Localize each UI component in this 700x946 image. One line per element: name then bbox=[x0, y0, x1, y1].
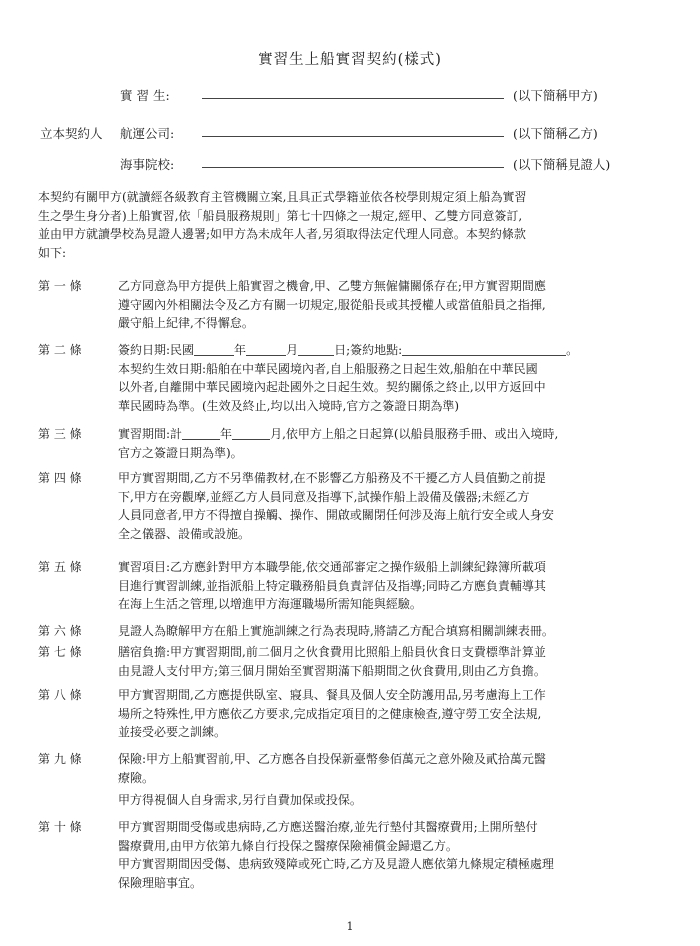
article-line: 人員同意者,甲方不得擅自操觸、操作、開啟或關閉任何涉及海上航行安全或人身安 bbox=[118, 508, 554, 522]
article-heading: 第 五 條 bbox=[38, 560, 82, 574]
article-line: 以外者,自離開中華民國境內起赴國外之日起生效。契約關係之終止,以甲方返回中 bbox=[118, 380, 546, 394]
article-heading: 第 十 條 bbox=[38, 820, 82, 834]
article-heading: 第 一 條 bbox=[38, 279, 82, 293]
party-blank-shipping-company bbox=[202, 136, 504, 137]
article-line: 由見證人支付甲方;第三個月開始至實習期滿下船期間之伙食費用,則由乙方負擔。 bbox=[118, 663, 546, 678]
article-line: 甲方實習期間受傷或患病時,乙方應送醫治療,並先行墊付其醫療費用;上開所墊付 bbox=[118, 820, 538, 834]
article-heading: 第 四 條 bbox=[38, 471, 82, 485]
party-note-intern: (以下簡稱甲方) bbox=[513, 88, 598, 103]
party-label-intern: 實 習 生: bbox=[120, 88, 170, 103]
article-line: 甲方實習期間,乙方不另準備教材,在不影響乙方船務及不干擾乙方人員值勤之前提 bbox=[118, 471, 546, 485]
blank-place bbox=[402, 343, 566, 356]
article-line: 在海上生活之管理,以增進甲方海運職場所需知能與經驗。 bbox=[118, 597, 422, 611]
preamble-line: 並由甲方就讀學校為見證人邊署;如甲方為未成年人者,另須取得法定代理人同意。本契約條款 bbox=[38, 227, 526, 241]
article-line: 官方之簽證日期為準)。 bbox=[118, 445, 243, 460]
preamble-line: 如下: bbox=[38, 245, 67, 260]
article-line: 膳宿負擔:甲方實習期間,前二個月之伙食費用比照船上船員伙食日支費標準計算並 bbox=[118, 645, 546, 659]
article-line: 保險:甲方上船實習前,甲、乙方應各自投保新臺幣參佰萬元之意外險及貳拾萬元醫 bbox=[118, 752, 546, 766]
article-heading: 第 八 條 bbox=[38, 688, 82, 702]
blank-month bbox=[246, 343, 286, 356]
preamble-line: 生之學生身分者)上船實習,依「船員服務規則」第七十四條之一規定,經甲、乙雙方同意簽訂, bbox=[38, 208, 523, 223]
party-label-shipping-company: 航運公司: bbox=[120, 126, 175, 141]
article-line: 下,甲方在旁觀摩,並經乙方人員同意及指導下,試操作船上設備及儀器;未經乙方 bbox=[118, 489, 530, 504]
article-line: 見證人為瞭解甲方在船上實施訓練之行為表現時,將請乙方配合填寫相關訓練表冊。 bbox=[118, 624, 554, 638]
article-line: 醫療費用,由甲方依第九條自行投保之醫療保險補償金歸還乙方。 bbox=[118, 838, 458, 853]
internship-period-line: 實習期間:計 年 月,依甲方上船之日起算(以船員服務手冊、或出入境時, bbox=[118, 427, 559, 441]
party-blank-maritime-school bbox=[202, 167, 504, 168]
article-heading: 第 六 條 bbox=[38, 624, 82, 638]
article-line: 甲方得視個人自身需求,另行自費加保或投保。 bbox=[118, 793, 362, 807]
article-heading: 第 九 條 bbox=[38, 752, 82, 766]
article-line: 遵守國內外相關法令及乙方有關一切規定,服從船長或其授權人或當值船員之指揮, bbox=[118, 297, 546, 312]
article-line: 療險。 bbox=[118, 770, 155, 785]
blank-years bbox=[182, 427, 220, 440]
article-line: 甲方實習期間因受傷、患病致殘障或死亡時,乙方及見證人應依第九條規定積極處理 bbox=[118, 857, 554, 871]
blank-day bbox=[298, 343, 334, 356]
article-line: 目進行實習訓練,並指派船上特定職務船員負責評估及指導;同時乙方應負責輔導其 bbox=[118, 578, 546, 593]
preamble-line: 本契約有關甲方(就讀經各級教育主管機關立案,且具正式學籍並依各校學則規定須上船為實習 bbox=[38, 190, 527, 204]
article-line: 甲方實習期間,乙方應提供臥室、寢具、餐具及個人安全防護用品,另考慮海上工作 bbox=[118, 688, 546, 702]
party-label-maritime-school: 海事院校: bbox=[120, 157, 175, 172]
article-line: 華民國時為準。(生效及終止,均以出入境時,官方之簽證日期為準) bbox=[118, 398, 459, 413]
article-heading: 第 三 條 bbox=[38, 427, 82, 441]
article-heading: 第 七 條 bbox=[38, 645, 82, 659]
preamble bbox=[38, 188, 664, 262]
article-line: 並接受必要之訓練。 bbox=[118, 725, 227, 739]
article-line: 嚴守船上紀律,不得懈怠。 bbox=[118, 316, 254, 330]
article-line: 全之儀器、設備或設施。 bbox=[118, 526, 251, 541]
blank-year bbox=[194, 343, 234, 356]
page-number: 1 bbox=[346, 920, 354, 933]
blank-months bbox=[232, 427, 270, 440]
article-line: 保險理賠事宜。 bbox=[118, 875, 203, 890]
article-line: 乙方同意為甲方提供上船實習之機會,甲、乙雙方無僱傭關係存在;甲方實習期間應 bbox=[118, 279, 546, 293]
article-line: 場所之特殊性,甲方應依乙方要求,完成指定項目的之健康檢查,遵守勞工安全法規, bbox=[118, 706, 542, 721]
article-line: 實習項目:乙方應針對甲方本職學能,依交通部審定之操作級船上訓練紀錄簿所載項 bbox=[118, 560, 546, 574]
contracting-parties-label: 立本契約人 bbox=[40, 126, 103, 141]
party-note-maritime-school: (以下簡稱見證人) bbox=[513, 157, 611, 172]
party-blank-intern bbox=[202, 98, 504, 99]
document-title: 實習生上船實習契約(樣式) bbox=[258, 52, 442, 68]
party-note-shipping-company: (以下簡稱乙方) bbox=[513, 126, 598, 141]
article-heading: 第 二 條 bbox=[38, 343, 82, 357]
article-line: 本契約生效日期:船舶在中華民國境內者,自上船服務之日起生效,船舶在中華民國 bbox=[118, 361, 538, 376]
signing-date-line: 簽約日期:民國 年 月 日;簽約地點: 。 bbox=[118, 343, 579, 357]
